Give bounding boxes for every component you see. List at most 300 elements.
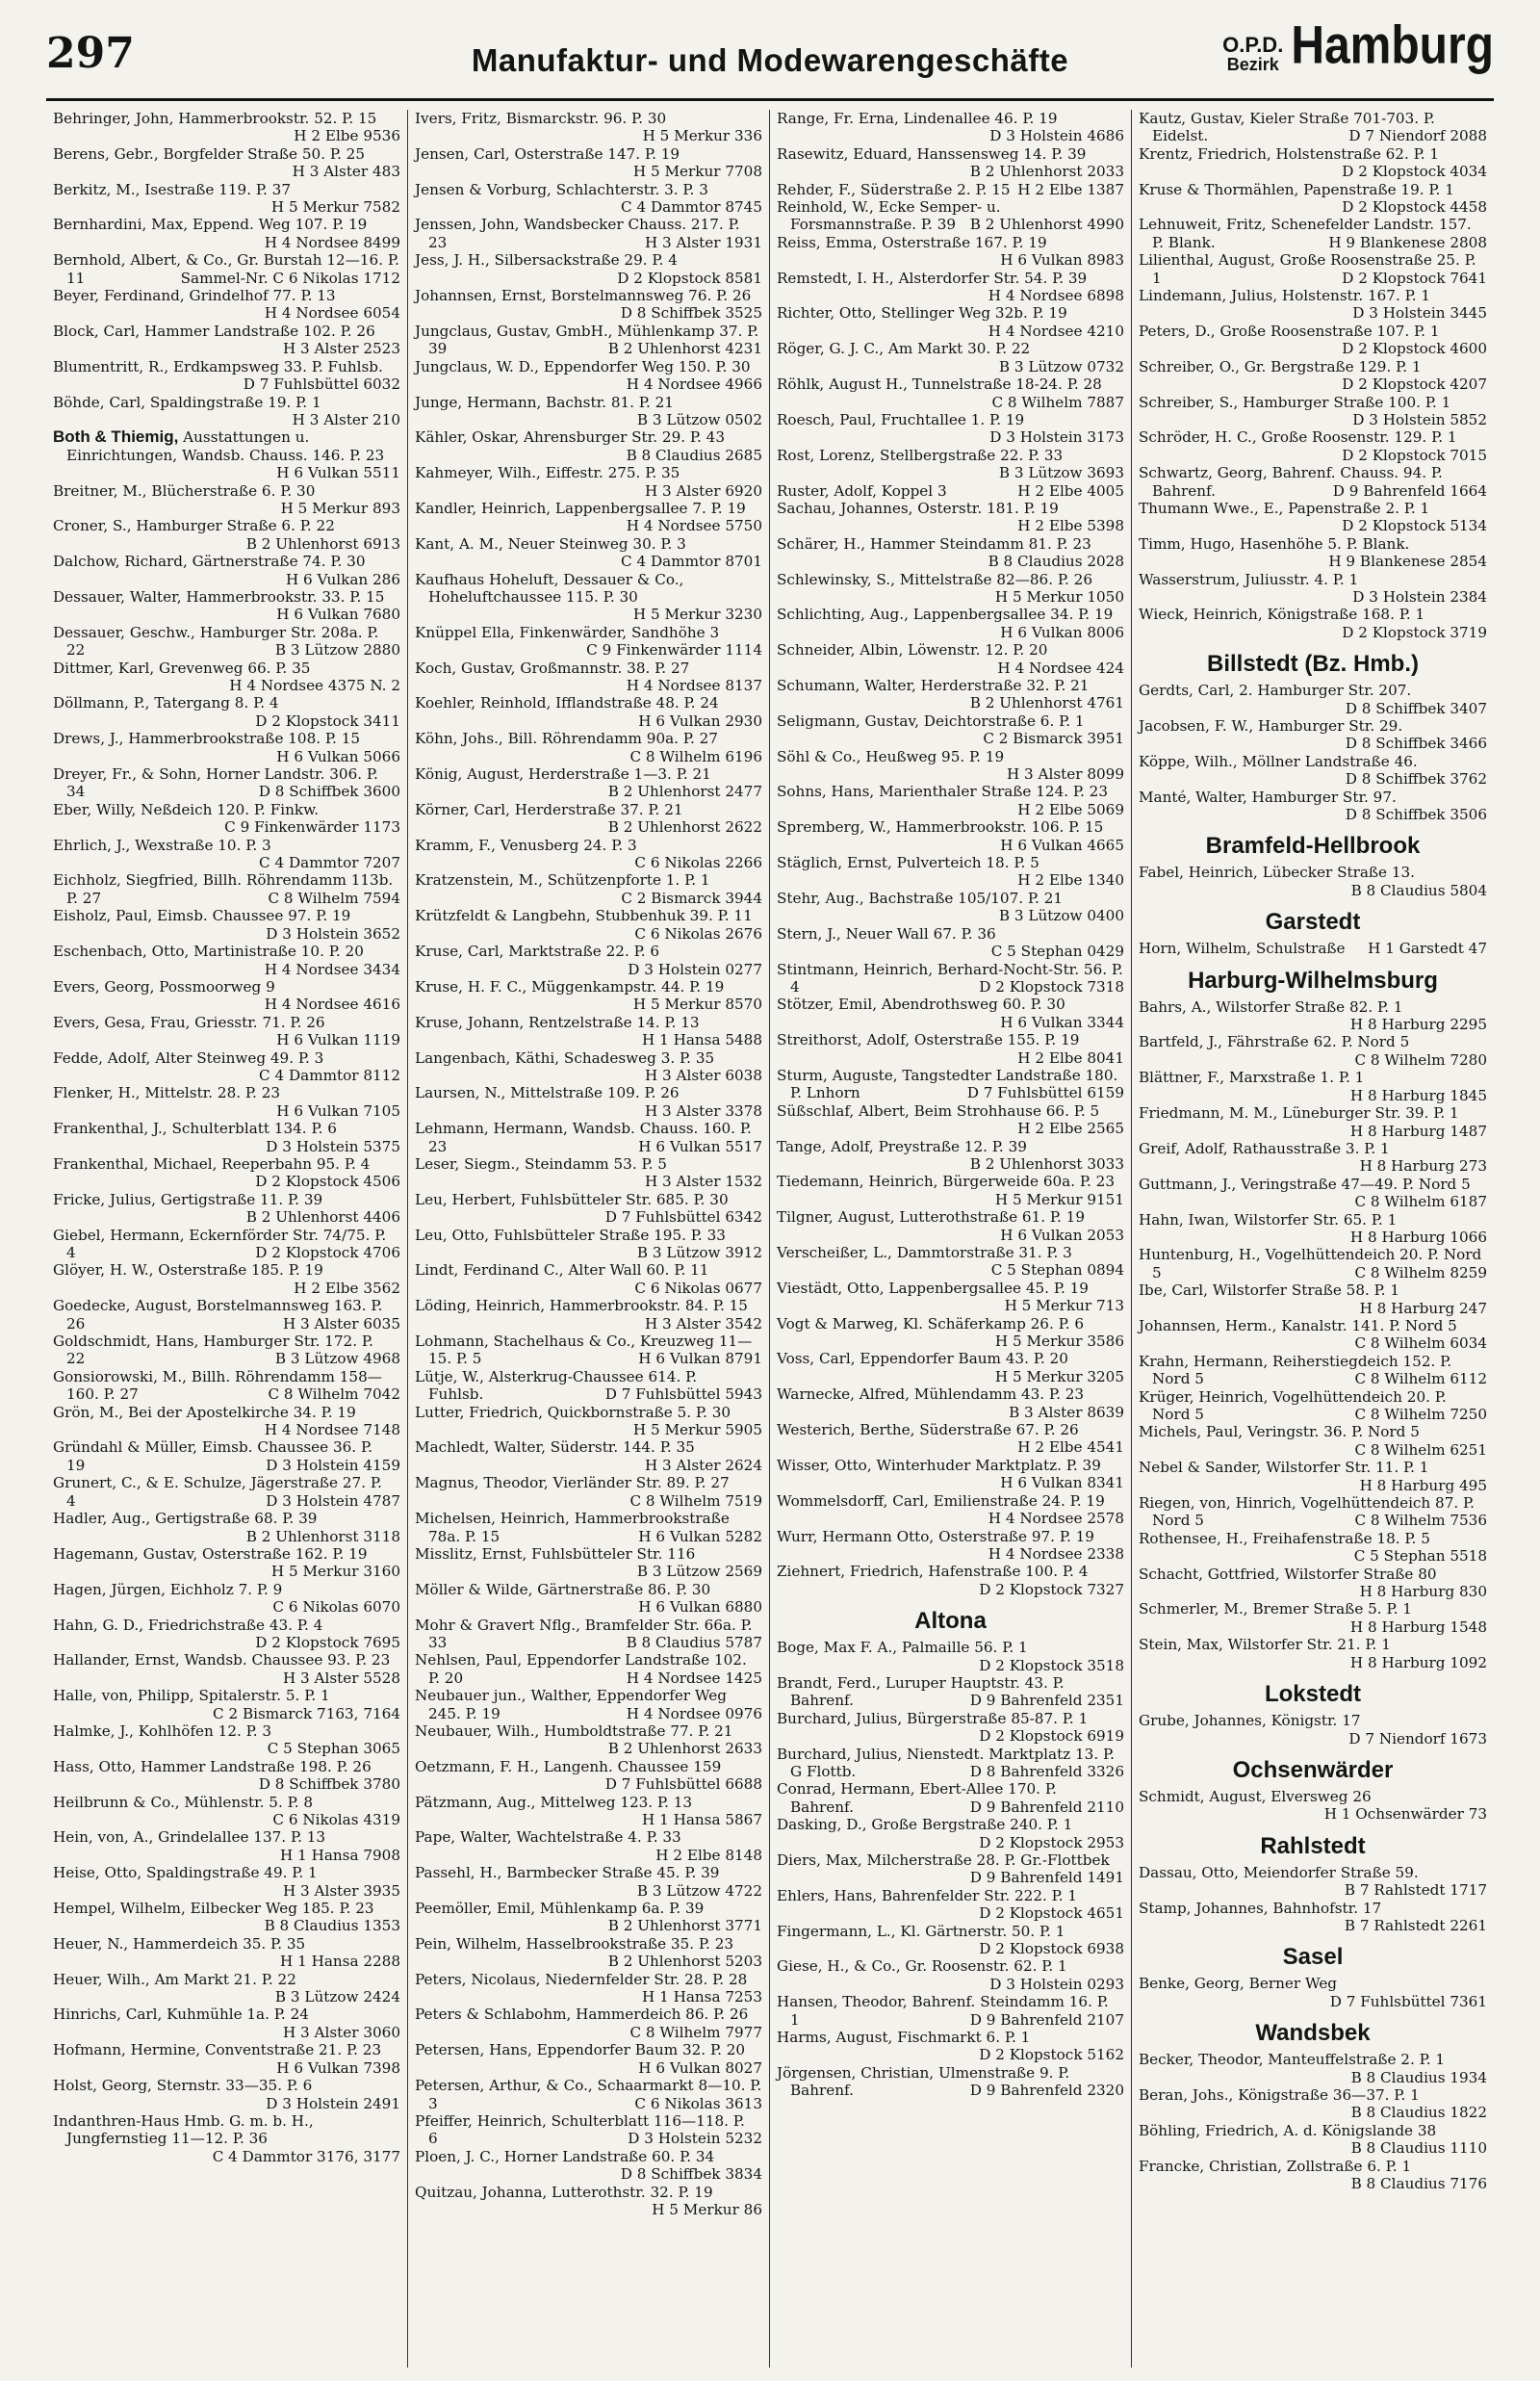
directory-entry bbox=[777, 411, 1124, 447]
directory-entry bbox=[1139, 145, 1487, 181]
directory-entry bbox=[1139, 998, 1487, 1034]
directory-entry bbox=[777, 818, 1124, 854]
directory-entry bbox=[53, 871, 400, 907]
directory-entry bbox=[53, 1155, 400, 1191]
directory-entry bbox=[777, 1710, 1124, 1746]
entry-phone: H 4 Nordsee 7148 bbox=[264, 1421, 400, 1439]
entry-phone: H 3 Alster 2624 bbox=[644, 1456, 762, 1474]
directory-entry bbox=[777, 1816, 1124, 1851]
entry-phone: D 8 Schiffbek 3466 bbox=[1345, 735, 1487, 753]
entry-phone: H 6 Vulkan 5066 bbox=[276, 747, 400, 765]
entry-phone: D 2 Klopstock 7695 bbox=[255, 1633, 400, 1651]
entry-phone: H 8 Harburg 1487 bbox=[1349, 1122, 1487, 1140]
directory-entry bbox=[777, 1887, 1124, 1923]
directory-entry bbox=[53, 323, 400, 358]
entry-text: Laursen, N., Mittelstraße 109. P. 26 bbox=[415, 1084, 680, 1102]
entry-phone: D 7 Fuhlsbüttel 6342 bbox=[604, 1208, 762, 1227]
entry-phone: D 3 Holstein 4787 bbox=[266, 1491, 400, 1510]
directory-entry bbox=[1139, 1864, 1487, 1900]
entry-phone: H 1 Hansa 5488 bbox=[642, 1031, 762, 1049]
directory-entry bbox=[415, 251, 762, 287]
entry-text: Schreiber, O., Gr. Bergstraße 129. P. 1 bbox=[1139, 357, 1422, 375]
entry-text: Wieck, Heinrich, Königstraße 168. P. 1 bbox=[1139, 606, 1425, 624]
directory-entry bbox=[53, 943, 400, 978]
directory-entry bbox=[53, 2041, 400, 2077]
entry-text: Reiss, Emma, Osterstraße 167. P. 19 bbox=[777, 233, 1047, 251]
directory-entry bbox=[777, 1138, 1124, 1174]
entry-phone: H 6 Vulkan 7105 bbox=[276, 1101, 400, 1120]
entry-text: Seligmann, Gustav, Deichtorstraße 6. P. 1 bbox=[777, 712, 1085, 730]
entry-text: Benke, Georg, Berner Weg bbox=[1139, 1975, 1338, 1993]
entry-phone: C 8 Wilhelm 7519 bbox=[629, 1491, 762, 1510]
entry-text: Pätzmann, Aug., Mittelweg 123. P. 13 bbox=[415, 1793, 693, 1811]
entry-text: Lindt, Ferdinand C., Alter Wall 60. P. 11 bbox=[415, 1261, 709, 1280]
entry-phone: C 4 Dammtor 8745 bbox=[621, 198, 762, 217]
entry-phone: H 5 Merkur 3160 bbox=[270, 1563, 400, 1581]
entry-text: Schlichting, Aug., Lappenbergsallee 34. P. 19 bbox=[777, 606, 1114, 624]
entry-phone: H 4 Nordsee 5750 bbox=[626, 517, 762, 535]
page-header bbox=[46, 16, 1494, 101]
entry-text: Reinhold, W., Ecke Semper- u. Forsmannstraße. P. 39 bbox=[777, 198, 1001, 234]
entry-phone: C 8 Wilhelm 7280 bbox=[1354, 1050, 1487, 1069]
directory-entry bbox=[415, 871, 762, 907]
directory-entry bbox=[53, 837, 400, 872]
entry-phone: C 6 Nikolas 0677 bbox=[634, 1279, 762, 1297]
entry-text: Breitner, M., Blücherstraße 6. P. 30 bbox=[53, 481, 316, 500]
entry-phone: D 9 Bahrenfeld 2320 bbox=[969, 2082, 1124, 2100]
directory-entry bbox=[53, 1864, 400, 1900]
entry-text: Schwartz, Georg, Bahrenf. Chauss. 94. P. Bahrenf. bbox=[1139, 464, 1443, 500]
entry-phone: H 4 Nordsee 0976 bbox=[626, 1704, 762, 1722]
entry-phone: H 6 Vulkan 6880 bbox=[638, 1598, 762, 1617]
entry-text: Lilienthal, August, Große Roosenstraße 25. P. 1 bbox=[1139, 251, 1476, 287]
entry-phone: D 2 Klopstock 3518 bbox=[979, 1656, 1124, 1674]
entry-phone: H 5 Merkur 3230 bbox=[632, 606, 762, 624]
entry-text: Viestädt, Otto, Lappenbergsallee 45. P. 19 bbox=[777, 1279, 1089, 1297]
entry-phone: D 3 Holstein 5852 bbox=[1352, 410, 1487, 428]
entry-phone: H 3 Alster 3542 bbox=[644, 1314, 762, 1333]
entry-text: Dreyer, Fr., & Sohn, Horner Landstr. 306. P. 34 bbox=[53, 765, 378, 801]
directory-entry bbox=[1139, 1566, 1487, 1601]
entry-phone: C 9 Finkenwärder 1114 bbox=[586, 641, 762, 660]
entry-text: Junge, Hermann, Bachstr. 81. P. 21 bbox=[415, 393, 674, 411]
entry-text: Petersen, Arthur, & Co., Schaarmarkt 8—10. P. 3 bbox=[415, 2077, 762, 2112]
directory-entry bbox=[415, 730, 762, 765]
directory-entry bbox=[53, 1120, 400, 1155]
directory-entry bbox=[777, 1674, 1124, 1710]
entry-phone: B 3 Lützow 2880 bbox=[274, 641, 400, 660]
entry-text: Michels, Paul, Veringstr. 36. P. Nord 5 bbox=[1139, 1423, 1420, 1441]
entry-text: Kruse, H. F. C., Müggenkampstr. 44. P. 19 bbox=[415, 977, 725, 996]
entry-text: Block, Carl, Hammer Landstraße 102. P. 26 bbox=[53, 322, 375, 340]
entry-text: Schmerler, M., Bremer Straße 5. P. 1 bbox=[1139, 1600, 1412, 1618]
directory-entry bbox=[53, 145, 400, 181]
entry-phone: H 6 Vulkan 286 bbox=[285, 570, 400, 588]
directory-entry bbox=[53, 1687, 400, 1722]
entry-phone: H 1 Garstedt 47 bbox=[1368, 940, 1487, 958]
entry-text: Böhde, Carl, Spaldingstraße 19. P. 1 bbox=[53, 393, 321, 411]
directory-entry bbox=[53, 394, 400, 429]
entry-phone: H 4 Nordsee 4966 bbox=[626, 375, 762, 394]
entry-phone: B 2 Uhlenhorst 3771 bbox=[607, 1917, 762, 1935]
entry-phone: H 3 Alster 6035 bbox=[282, 1314, 400, 1333]
directory-entry bbox=[777, 340, 1124, 375]
entry-text: Böhling, Friedrich, A. d. Königslande 38 bbox=[1139, 2121, 1437, 2139]
entry-phone: H 6 Vulkan 7680 bbox=[276, 606, 400, 624]
directory-entry bbox=[415, 765, 762, 801]
entry-text: Krahn, Hermann, Reiherstiegdeich 152. P. Nord 5 bbox=[1139, 1352, 1452, 1388]
directory-entry bbox=[53, 1474, 400, 1510]
directory-entry bbox=[1139, 394, 1487, 429]
entry-text: Schärer, H., Hammer Steindamm 81. P. 23 bbox=[777, 534, 1091, 553]
entry-text: Francke, Christian, Zollstraße 6. P. 1 bbox=[1139, 2157, 1412, 2175]
entry-text: Ehrlich, J., Wexstraße 10. P. 3 bbox=[53, 836, 271, 854]
listing-columns bbox=[46, 110, 1494, 2368]
entry-phone: D 2 Klopstock 4506 bbox=[255, 1173, 400, 1191]
entry-text: Goedecke, August, Borstelmannsweg 163. P. 26 bbox=[53, 1297, 383, 1333]
directory-entry bbox=[415, 1227, 762, 1262]
entry-text: Peters, D., Große Roosenstraße 107. P. 1 bbox=[1139, 322, 1440, 340]
entry-text: Hansen, Theodor, Bahrenf. Steindamm 16. P. 1 bbox=[777, 1993, 1109, 2029]
entry-phone: H 5 Merkur 8570 bbox=[632, 996, 762, 1014]
entry-text: Rothensee, H., Freihafenstraße 18. P. 5 bbox=[1139, 1529, 1430, 1547]
entry-phone: C 6 Nikolas 2266 bbox=[634, 854, 762, 872]
entry-phone: B 2 Uhlenhorst 4990 bbox=[969, 216, 1124, 234]
directory-entry bbox=[415, 500, 762, 535]
section-heading: Billstedt (Bz. Hmb.) bbox=[1207, 651, 1419, 678]
directory-entry bbox=[53, 1900, 400, 1935]
entry-text: Hagen, Jürgen, Eichholz 7. P. 9 bbox=[53, 1580, 283, 1598]
entry-text: Stötzer, Emil, Abendrothsweg 60. P. 30 bbox=[777, 996, 1065, 1014]
entry-phone: D 2 Klopstock 8581 bbox=[617, 269, 762, 287]
directory-entry bbox=[777, 1957, 1124, 1993]
entry-text: Croner, S., Hamburger Straße 6. P. 22 bbox=[53, 517, 335, 535]
directory-entry bbox=[415, 464, 762, 500]
directory-entry bbox=[1139, 1211, 1487, 1247]
entry-text: Leu, Otto, Fuhlsbütteler Straße 195. P. 33 bbox=[415, 1226, 726, 1244]
entry-text: Jörgensen, Christian, Ulmenstraße 9. P. Bahrenf. bbox=[777, 2063, 1070, 2100]
directory-entry bbox=[1139, 1176, 1487, 1211]
directory-entry bbox=[1139, 535, 1487, 571]
entry-phone: H 2 Elbe 9536 bbox=[294, 127, 400, 145]
entry-text: Kramm, F., Venusberg 24. P. 3 bbox=[415, 836, 637, 854]
directory-entry bbox=[53, 517, 400, 553]
entry-phone: H 2 Elbe 5069 bbox=[1017, 800, 1124, 818]
entry-phone: D 2 Klopstock 2953 bbox=[979, 1833, 1124, 1851]
entry-text: Kaufhaus Hoheluft, Dessauer & Co., Hoheluftchaussee 115. P. 30 bbox=[415, 570, 684, 606]
directory-entry bbox=[777, 748, 1124, 784]
entry-phone: B 3 Lützow 2424 bbox=[274, 1988, 400, 2006]
section-heading: Bramfeld-Hellbrook bbox=[1205, 833, 1421, 860]
entry-phone: D 9 Bahrenfeld 2110 bbox=[969, 1798, 1124, 1816]
entry-text: Flenker, H., Mittelstr. 28. P. 23 bbox=[53, 1084, 281, 1102]
entry-text: Harms, August, Fischmarkt 6. P. 1 bbox=[777, 2029, 1031, 2047]
entry-phone: H 3 Alster 6038 bbox=[644, 1066, 762, 1084]
entry-text: Pein, Wilhelm, Hasselbrookstraße 35. P. 23 bbox=[415, 1934, 734, 1953]
entry-phone: B 2 Uhlenhorst 2622 bbox=[607, 818, 762, 837]
entry-text: Knüppel Ella, Finkenwärder, Sandhöhe 3 bbox=[415, 623, 720, 641]
entry-text: Kratzenstein, M., Schützenpforte 1. P. 1 bbox=[415, 871, 710, 890]
entry-phone: H 3 Alster 3935 bbox=[282, 1881, 400, 1900]
directory-entry bbox=[777, 712, 1124, 748]
entry-text: Richter, Otto, Stellinger Weg 32b. P. 19 bbox=[777, 304, 1067, 323]
directory-entry bbox=[777, 854, 1124, 890]
directory-entry bbox=[53, 978, 400, 1014]
directory-entry bbox=[415, 394, 762, 429]
entry-text: Jacobsen, F. W., Hamburger Str. 29. bbox=[1139, 717, 1403, 735]
directory-entry bbox=[53, 181, 400, 217]
entry-phone: H 2 Elbe 4005 bbox=[1017, 481, 1124, 500]
section-heading: Wandsbek bbox=[1255, 2020, 1371, 2047]
entry-text: Gründahl & Müller, Eimsb. Chaussee 36. P. 19 bbox=[53, 1438, 372, 1474]
entry-text: Leser, Siegm., Steindamm 53. P. 5 bbox=[415, 1154, 667, 1173]
entry-text: Krentz, Friedrich, Holstenstraße 62. P. 1 bbox=[1139, 144, 1440, 163]
directory-entry bbox=[415, 181, 762, 217]
entry-phone: C 9 Finkenwärder 1173 bbox=[224, 818, 400, 837]
entry-text: Machledt, Walter, Süderstr. 144. P. 35 bbox=[415, 1438, 695, 1457]
entry-phone: D 2 Klopstock 6938 bbox=[979, 1940, 1124, 1958]
directory-entry bbox=[53, 1581, 400, 1617]
directory-entry bbox=[53, 1510, 400, 1545]
entry-phone: H 4 Nordsee 1425 bbox=[626, 1669, 762, 1687]
entry-text: Fabel, Heinrich, Lübecker Straße 13. bbox=[1139, 864, 1416, 882]
directory-entry bbox=[415, 978, 762, 1014]
directory-entry bbox=[1139, 682, 1487, 717]
directory-entry bbox=[53, 730, 400, 765]
entry-phone: H 3 Alster 2523 bbox=[282, 340, 400, 358]
entry-text: Schlewinsky, S., Mittelstraße 82—86. P. 26 bbox=[777, 570, 1092, 588]
entry-phone: H 5 Merkur 9151 bbox=[994, 1190, 1124, 1208]
directory-entry bbox=[415, 1864, 762, 1900]
district-label: Bezirk bbox=[1226, 55, 1279, 74]
directory-entry bbox=[53, 660, 400, 695]
entry-text: Kandler, Heinrich, Lappenbergsallee 7. P. 19 bbox=[415, 499, 746, 517]
entry-phone: B 2 Uhlenhorst 2477 bbox=[607, 783, 762, 801]
entry-phone: D 2 Klopstock 7641 bbox=[1342, 269, 1487, 287]
directory-entry bbox=[1139, 1281, 1487, 1317]
entry-text: Huntenburg, H., Vogelhüttendeich 20. P. Nord 5 bbox=[1139, 1246, 1482, 1281]
entry-phone: D 3 Holstein 4159 bbox=[266, 1456, 400, 1474]
entry-phone: C 2 Bismarck 3951 bbox=[983, 730, 1124, 748]
directory-entry bbox=[1139, 216, 1487, 251]
entry-phone: D 2 Klopstock 4600 bbox=[1342, 340, 1487, 358]
directory-entry bbox=[53, 1014, 400, 1049]
entry-text: Rost, Lorenz, Stellbergstraße 22. P. 33 bbox=[777, 446, 1064, 464]
listing-column-4 bbox=[1132, 110, 1494, 2368]
listing-column-2 bbox=[408, 110, 770, 2368]
entry-text: Passehl, H., Barmbecker Straße 45. P. 39 bbox=[415, 1864, 720, 1882]
entry-text: Stein, Max, Wilstorfer Str. 21. P. 1 bbox=[1139, 1636, 1391, 1654]
entry-phone: B 3 Lützow 4968 bbox=[274, 1350, 400, 1368]
directory-entry bbox=[415, 1084, 762, 1120]
district-label-group bbox=[1222, 35, 1283, 73]
entry-text: König, August, Herderstraße 1—3. P. 21 bbox=[415, 765, 711, 784]
entry-phone: D 2 Klopstock 5134 bbox=[1342, 517, 1487, 535]
directory-entry bbox=[415, 1617, 762, 1652]
directory-entry bbox=[1139, 287, 1487, 323]
directory-entry bbox=[777, 304, 1124, 340]
entry-phone: C 6 Nikolas 4319 bbox=[272, 1811, 400, 1828]
entry-phone: D 3 Holstein 2384 bbox=[1352, 587, 1487, 606]
entry-text: Dalchow, Richard, Gärtnerstraße 74. P. 30 bbox=[53, 553, 366, 571]
entry-text: Halmke, J., Kohlhöfen 12. P. 3 bbox=[53, 1721, 272, 1740]
entry-text: Hadler, Aug., Gertigstraße 68. P. 39 bbox=[53, 1510, 318, 1528]
directory-entry bbox=[777, 1923, 1124, 1958]
entry-phone: B 2 Uhlenhorst 4406 bbox=[245, 1208, 400, 1227]
directory-entry bbox=[415, 2148, 762, 2184]
entry-text: Bernhardini, Max, Eppend. Weg 107. P. 19 bbox=[53, 216, 368, 234]
entry-phone: H 3 Alster 3378 bbox=[644, 1101, 762, 1120]
entry-text: Jess, J. H., Silbersackstraße 29. P. 4 bbox=[415, 251, 678, 270]
entry-phone: H 2 Elbe 5398 bbox=[1017, 517, 1124, 535]
entry-text: Giebel, Hermann, Eckernförder Str. 74/75. P. 4 bbox=[53, 1226, 387, 1261]
directory-entry bbox=[1139, 1530, 1487, 1566]
directory-entry bbox=[777, 925, 1124, 961]
entry-text: Söhl & Co., Heußweg 95. P. 19 bbox=[777, 747, 1005, 765]
directory-entry bbox=[777, 996, 1124, 1031]
entry-phone: D 2 Klopstock 5162 bbox=[979, 2046, 1124, 2064]
entry-phone: C 4 Dammtor 3176, 3177 bbox=[212, 2147, 400, 2165]
entry-phone: H 5 Merkur 7582 bbox=[270, 198, 400, 217]
directory-entry bbox=[53, 1545, 400, 1581]
directory-entry bbox=[415, 428, 762, 464]
directory-entry bbox=[415, 1651, 762, 1687]
entry-phone: H 6 Vulkan 8791 bbox=[638, 1350, 762, 1368]
entry-text: Oetzmann, F. H., Langenh. Chaussee 159 bbox=[415, 1757, 722, 1775]
directory-entry bbox=[777, 1173, 1124, 1208]
directory-entry bbox=[415, 323, 762, 358]
entry-phone: D 2 Klopstock 7327 bbox=[979, 1580, 1124, 1598]
entry-phone: H 3 Alster 1532 bbox=[644, 1173, 762, 1191]
directory-entry bbox=[53, 2006, 400, 2041]
directory-entry bbox=[53, 1084, 400, 1120]
directory-entry bbox=[777, 606, 1124, 641]
directory-entry bbox=[777, 2029, 1124, 2064]
entry-text: Sachau, Johannes, Osterstr. 181. P. 19 bbox=[777, 499, 1059, 517]
entry-phone: C 8 Wilhelm 7977 bbox=[629, 2023, 762, 2041]
directory-entry bbox=[1139, 1788, 1487, 1824]
entry-text: Schröder, H. C., Große Roosenstr. 129. P. 1 bbox=[1139, 428, 1457, 447]
directory-entry bbox=[53, 1617, 400, 1652]
entry-text: Hass, Otto, Hammer Landstraße 198. P. 26 bbox=[53, 1757, 372, 1775]
directory-entry bbox=[1139, 864, 1487, 899]
entry-phone: C 5 Stephan 0894 bbox=[990, 1261, 1124, 1280]
directory-entry bbox=[53, 1935, 400, 1971]
directory-entry bbox=[53, 765, 400, 801]
directory-entry bbox=[415, 1687, 762, 1722]
entry-phone: B 3 Lützow 0502 bbox=[636, 410, 762, 428]
entry-text: Dittmer, Karl, Grevenweg 66. P. 35 bbox=[53, 659, 311, 677]
directory-entry bbox=[1139, 1494, 1487, 1530]
entry-phone: H 3 Alster 1931 bbox=[644, 233, 762, 251]
entry-text: Tiedemann, Heinrich, Bürgerweide 60a. P. 23 bbox=[777, 1173, 1116, 1191]
directory-entry bbox=[777, 145, 1124, 181]
directory-entry bbox=[1139, 2122, 1487, 2158]
entry-text: Mohr & Gravert Nflg., Bramfelder Str. 66a. P. 33 bbox=[415, 1616, 753, 1651]
entry-text: Roesch, Paul, Fruchtallee 1. P. 19 bbox=[777, 410, 1025, 428]
directory-entry bbox=[53, 482, 400, 518]
section-heading: Altona bbox=[914, 1608, 987, 1635]
entry-phone: D 3 Holstein 4686 bbox=[989, 127, 1124, 145]
entry-text: Langenbach, Käthi, Schadesweg 3. P. 35 bbox=[415, 1048, 715, 1067]
entry-phone: H 4 Nordsee 2338 bbox=[988, 1544, 1124, 1563]
directory-entry bbox=[1139, 1712, 1487, 1747]
entry-phone: C 8 Wilhelm 7250 bbox=[1354, 1406, 1487, 1423]
directory-entry bbox=[1139, 717, 1487, 753]
entry-text: Nehlsen, Paul, Eppendorfer Landstraße 102. P. 20 bbox=[415, 1651, 747, 1687]
directory-entry bbox=[777, 500, 1124, 535]
directory-entry bbox=[415, 1333, 762, 1368]
directory-entry bbox=[415, 2041, 762, 2077]
directory-entry bbox=[415, 1971, 762, 2006]
directory-entry bbox=[777, 375, 1124, 411]
entry-text: Stern, J., Neuer Wall 67. P. 36 bbox=[777, 924, 996, 943]
entry-phone: H 8 Harburg 247 bbox=[1359, 1299, 1487, 1317]
directory-entry bbox=[53, 110, 400, 145]
entry-text: Grön, M., Bei der Apostelkirche 34. P. 19 bbox=[53, 1403, 356, 1421]
entry-text: Eber, Willy, Neßdeich 120. P. Finkw. bbox=[53, 800, 320, 818]
entry-phone: C 2 Bismarck 7163, 7164 bbox=[213, 1704, 400, 1722]
directory-entry bbox=[777, 198, 1124, 234]
entry-text: Becker, Theodor, Manteuffelstraße 2. P. 1 bbox=[1139, 2051, 1446, 2069]
entry-phone: B 8 Claudius 2028 bbox=[988, 553, 1124, 571]
directory-entry bbox=[777, 1780, 1124, 1816]
entry-text: Glöyer, H. W., Osterstraße 185. P. 19 bbox=[53, 1261, 323, 1280]
directory-entry bbox=[777, 1385, 1124, 1421]
directory-entry bbox=[777, 1102, 1124, 1138]
directory-entry bbox=[777, 1746, 1124, 1781]
entry-text: Timm, Hugo, Hasenhöhe 5. P. Blank. bbox=[1139, 534, 1410, 553]
entry-phone: D 3 Holstein 0293 bbox=[989, 1975, 1124, 1993]
entry-text: Kähler, Oskar, Ahrensburger Str. 29. P. 43 bbox=[415, 428, 726, 447]
directory-entry bbox=[53, 2077, 400, 2112]
entry-phone: D 7 Fuhlsbüttel 7361 bbox=[1329, 1992, 1487, 2010]
directory-entry bbox=[415, 1438, 762, 1474]
entry-phone: D 3 Holstein 3173 bbox=[989, 428, 1124, 447]
entry-phone: C 8 Wilhelm 8259 bbox=[1354, 1263, 1487, 1281]
entry-text: Peters, Nicolaus, Niedernfelder Str. 28. P. 28 bbox=[415, 1970, 748, 1988]
district-city: Hamburg bbox=[1291, 16, 1494, 76]
entry-text: Thumann Wwe., E., Papenstraße 2. P. 1 bbox=[1139, 499, 1430, 517]
entry-phone: C 8 Wilhelm 6251 bbox=[1354, 1440, 1487, 1459]
directory-entry bbox=[1139, 1388, 1487, 1424]
entry-phone: H 2 Elbe 1387 bbox=[1017, 180, 1124, 198]
directory-entry bbox=[53, 1368, 400, 1404]
directory-entry bbox=[415, 2077, 762, 2112]
directory-entry bbox=[1139, 1140, 1487, 1176]
entry-text: Koehler, Reinhold, Ifflandstraße 48. P. 24 bbox=[415, 694, 719, 712]
directory-entry bbox=[415, 801, 762, 837]
entry-text: Leu, Herbert, Fuhlsbütteler Str. 685. P. 30 bbox=[415, 1190, 729, 1208]
directory-entry bbox=[53, 1333, 400, 1368]
directory-entry bbox=[415, 2112, 762, 2148]
entry-text: Jensen, Carl, Osterstraße 147. P. 19 bbox=[415, 144, 680, 163]
directory-entry bbox=[415, 907, 762, 943]
entry-text: Burchard, Julius, Nienstedt. Marktplatz 13. P. G Flottb. bbox=[777, 1745, 1115, 1780]
entry-phone: H 4 Nordsee 4375 N. 2 bbox=[229, 677, 400, 694]
entry-text: Burchard, Julius, Bürgerstraße 85-87. P. 1 bbox=[777, 1709, 1089, 1727]
entry-phone: C 5 Stephan 0429 bbox=[990, 943, 1124, 961]
section-heading: Rahlstedt bbox=[1260, 1832, 1366, 1859]
entry-phone: H 6 Vulkan 8341 bbox=[1000, 1474, 1124, 1492]
entry-text: Wisser, Otto, Winterhuder Marktplatz. P. 39 bbox=[777, 1456, 1101, 1474]
directory-entry bbox=[777, 1492, 1124, 1528]
directory-entry bbox=[415, 2184, 762, 2219]
listing-column-3 bbox=[770, 110, 1132, 2368]
entry-text: Dassau, Otto, Meiendorfer Straße 59. bbox=[1139, 1863, 1419, 1881]
directory-entry bbox=[53, 216, 400, 251]
entry-phone: B 8 Claudius 1110 bbox=[1350, 2139, 1487, 2158]
